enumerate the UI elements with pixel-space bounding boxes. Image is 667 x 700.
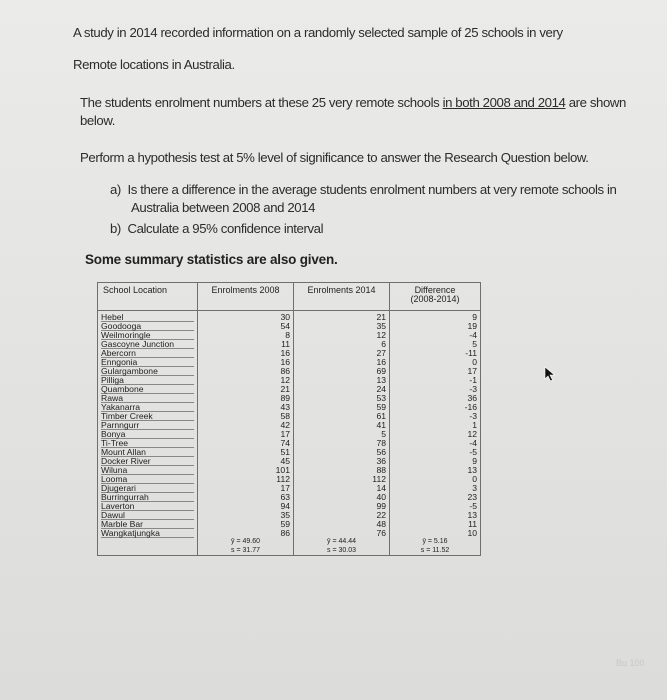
table-row — [98, 448, 481, 457]
cell-enrolments-2008: 54 — [198, 322, 294, 331]
table-row — [98, 311, 481, 323]
watermark-text: Bu 100 — [616, 658, 645, 668]
cell-enrolments-2014: 78 — [294, 439, 390, 448]
cell-enrolments-2008: 42 — [198, 421, 294, 430]
question-a: a) Is there a difference in the average students enrolment numbers at very remote schools in — [110, 182, 617, 197]
cell-difference: 1 — [390, 421, 481, 430]
table-row — [98, 493, 481, 502]
instruction-text: Perform a hypothesis test at 5% level of significance to answer the Research Question below. — [80, 150, 589, 165]
cell-difference: 13 — [390, 511, 481, 520]
intro-line-4: below. — [80, 113, 115, 128]
cell-difference: 19 — [390, 322, 481, 331]
cell-enrolments-2014: 112 — [294, 475, 390, 484]
table-row — [98, 340, 481, 349]
cell-difference: -5 — [390, 448, 481, 457]
cell-enrolments-2014: 13 — [294, 376, 390, 385]
cell-enrolments-2014: 41 — [294, 421, 390, 430]
table-row — [98, 385, 481, 394]
sd-row — [98, 547, 481, 556]
cell-enrolments-2008: 112 — [198, 475, 294, 484]
cell-difference: -4 — [390, 331, 481, 340]
table-row — [98, 511, 481, 520]
cell-school: Djugerari — [98, 484, 198, 493]
sd-2008: s = 31.77 — [198, 547, 294, 556]
cell-school: Mount Allan — [98, 448, 198, 457]
table-row — [98, 394, 481, 403]
table-row — [98, 466, 481, 475]
table-header-row — [98, 283, 481, 311]
cell-enrolments-2014: 27 — [294, 349, 390, 358]
cell-enrolments-2014: 12 — [294, 331, 390, 340]
cell-school: Parnngurr — [98, 421, 198, 430]
sd-2014: s = 30.03 — [294, 547, 390, 556]
table-row — [98, 421, 481, 430]
cell-difference: 13 — [390, 466, 481, 475]
cell-enrolments-2014: 61 — [294, 412, 390, 421]
cell-enrolments-2008: 101 — [198, 466, 294, 475]
table-row — [98, 430, 481, 439]
cell-school: Pilliga — [98, 376, 198, 385]
header-difference: Difference (2008-2014) — [390, 283, 481, 311]
question-b: b) Calculate a 95% confidence interval — [110, 221, 324, 236]
intro-line-3: The students enrolment numbers at these 25 very remote schools in both 2008 and 2014 are shown — [80, 95, 626, 110]
cell-enrolments-2008: 86 — [198, 529, 294, 538]
table-row — [98, 403, 481, 412]
cell-difference: 23 — [390, 493, 481, 502]
table-row — [98, 484, 481, 493]
cell-difference: 11 — [390, 520, 481, 529]
cell-school: Wiluna — [98, 466, 198, 475]
cell-difference: -1 — [390, 376, 481, 385]
cell-difference: 0 — [390, 475, 481, 484]
cell-difference: 9 — [390, 457, 481, 466]
cell-difference: 3 — [390, 484, 481, 493]
cell-enrolments-2008: 17 — [198, 430, 294, 439]
mean-2014: ȳ = 44.44 — [294, 538, 390, 547]
cell-difference: 5 — [390, 340, 481, 349]
cell-difference: -4 — [390, 439, 481, 448]
cell-empty — [98, 547, 198, 556]
cell-enrolments-2008: 45 — [198, 457, 294, 466]
cell-school: Laverton — [98, 502, 198, 511]
mean-difference: ȳ = 5.16 — [390, 538, 481, 547]
cell-school: Quambone — [98, 385, 198, 394]
table-row — [98, 349, 481, 358]
sd-difference: s = 11.52 — [390, 547, 481, 556]
enrolment-table — [97, 282, 480, 556]
cell-enrolments-2014: 35 — [294, 322, 390, 331]
table-row — [98, 367, 481, 376]
header-enrolments-2014: Enrolments 2014 — [294, 283, 390, 311]
cell-school: Ti-Tree — [98, 439, 198, 448]
cell-enrolments-2008: 86 — [198, 367, 294, 376]
cell-enrolments-2014: 6 — [294, 340, 390, 349]
cell-enrolments-2008: 12 — [198, 376, 294, 385]
cell-enrolments-2014: 36 — [294, 457, 390, 466]
cell-school: Timber Creek — [98, 412, 198, 421]
cell-enrolments-2008: 74 — [198, 439, 294, 448]
cell-enrolments-2014: 99 — [294, 502, 390, 511]
cell-enrolments-2014: 5 — [294, 430, 390, 439]
cell-enrolments-2014: 56 — [294, 448, 390, 457]
cell-school: Rawa — [98, 394, 198, 403]
cell-difference: -3 — [390, 412, 481, 421]
intro-line-1: A study in 2014 recorded information on a randomly selected sample of 25 schools in very — [73, 25, 563, 40]
cell-enrolments-2014: 40 — [294, 493, 390, 502]
cell-difference: 0 — [390, 358, 481, 367]
cell-enrolments-2014: 16 — [294, 358, 390, 367]
table-row — [98, 475, 481, 484]
cell-school: Wangkatjungka — [98, 529, 198, 538]
cell-school: Enngonia — [98, 358, 198, 367]
cell-difference: 10 — [390, 529, 481, 538]
question-a-cont: Australia between 2008 and 2014 — [131, 200, 316, 215]
header-school-location: School Location — [98, 283, 198, 311]
cell-difference: 36 — [390, 394, 481, 403]
cell-empty — [98, 538, 198, 547]
cell-school: Burringurrah — [98, 493, 198, 502]
table-row — [98, 376, 481, 385]
cell-school: Abercorn — [98, 349, 198, 358]
mean-row — [98, 538, 481, 547]
cell-enrolments-2014: 53 — [294, 394, 390, 403]
cell-difference: -16 — [390, 403, 481, 412]
cell-difference: -3 — [390, 385, 481, 394]
header-enrolments-2008: Enrolments 2008 — [198, 283, 294, 311]
table-row — [98, 412, 481, 421]
cell-enrolments-2014: 76 — [294, 529, 390, 538]
cell-enrolments-2014: 69 — [294, 367, 390, 376]
cell-enrolments-2014: 21 — [294, 311, 390, 323]
cell-enrolments-2008: 89 — [198, 394, 294, 403]
cell-school: Docker River — [98, 457, 198, 466]
mouse-cursor-icon — [544, 366, 557, 382]
cell-enrolments-2014: 48 — [294, 520, 390, 529]
cell-difference: 12 — [390, 430, 481, 439]
table-row — [98, 358, 481, 367]
cell-enrolments-2008: 59 — [198, 520, 294, 529]
cell-enrolments-2014: 14 — [294, 484, 390, 493]
cell-enrolments-2008: 11 — [198, 340, 294, 349]
cell-school: Hebel — [98, 311, 198, 323]
cell-school: Yakanarra — [98, 403, 198, 412]
cell-enrolments-2014: 59 — [294, 403, 390, 412]
cell-school: Gascoyne Junction — [98, 340, 198, 349]
cell-enrolments-2014: 88 — [294, 466, 390, 475]
cell-school: Bonya — [98, 430, 198, 439]
cell-enrolments-2008: 16 — [198, 358, 294, 367]
table-row — [98, 331, 481, 340]
cell-enrolments-2014: 24 — [294, 385, 390, 394]
cell-enrolments-2008: 35 — [198, 511, 294, 520]
cell-school: Weilmoringle — [98, 331, 198, 340]
table-row — [98, 520, 481, 529]
cell-school: Looma — [98, 475, 198, 484]
cell-school: Dawul — [98, 511, 198, 520]
cell-enrolments-2008: 21 — [198, 385, 294, 394]
cell-school: Goodooga — [98, 322, 198, 331]
cell-difference: 17 — [390, 367, 481, 376]
summary-heading: Some summary statistics are also given. — [85, 252, 338, 267]
cell-enrolments-2008: 16 — [198, 349, 294, 358]
cell-enrolments-2008: 94 — [198, 502, 294, 511]
cell-enrolments-2008: 63 — [198, 493, 294, 502]
cell-school: Marble Bar — [98, 520, 198, 529]
cell-enrolments-2008: 8 — [198, 331, 294, 340]
table-row — [98, 457, 481, 466]
mean-2008: ȳ = 49.60 — [198, 538, 294, 547]
cell-enrolments-2008: 58 — [198, 412, 294, 421]
table-row — [98, 502, 481, 511]
cell-enrolments-2014: 22 — [294, 511, 390, 520]
intro-line-2: Remote locations in Australia. — [73, 57, 235, 72]
cell-difference: 9 — [390, 311, 481, 323]
cell-enrolments-2008: 30 — [198, 311, 294, 323]
cell-enrolments-2008: 43 — [198, 403, 294, 412]
cell-school: Gulargambone — [98, 367, 198, 376]
cell-difference: -5 — [390, 502, 481, 511]
cell-difference: -11 — [390, 349, 481, 358]
cell-enrolments-2008: 17 — [198, 484, 294, 493]
cell-enrolments-2008: 51 — [198, 448, 294, 457]
table-row — [98, 529, 481, 538]
table-row — [98, 439, 481, 448]
table-row — [98, 322, 481, 331]
